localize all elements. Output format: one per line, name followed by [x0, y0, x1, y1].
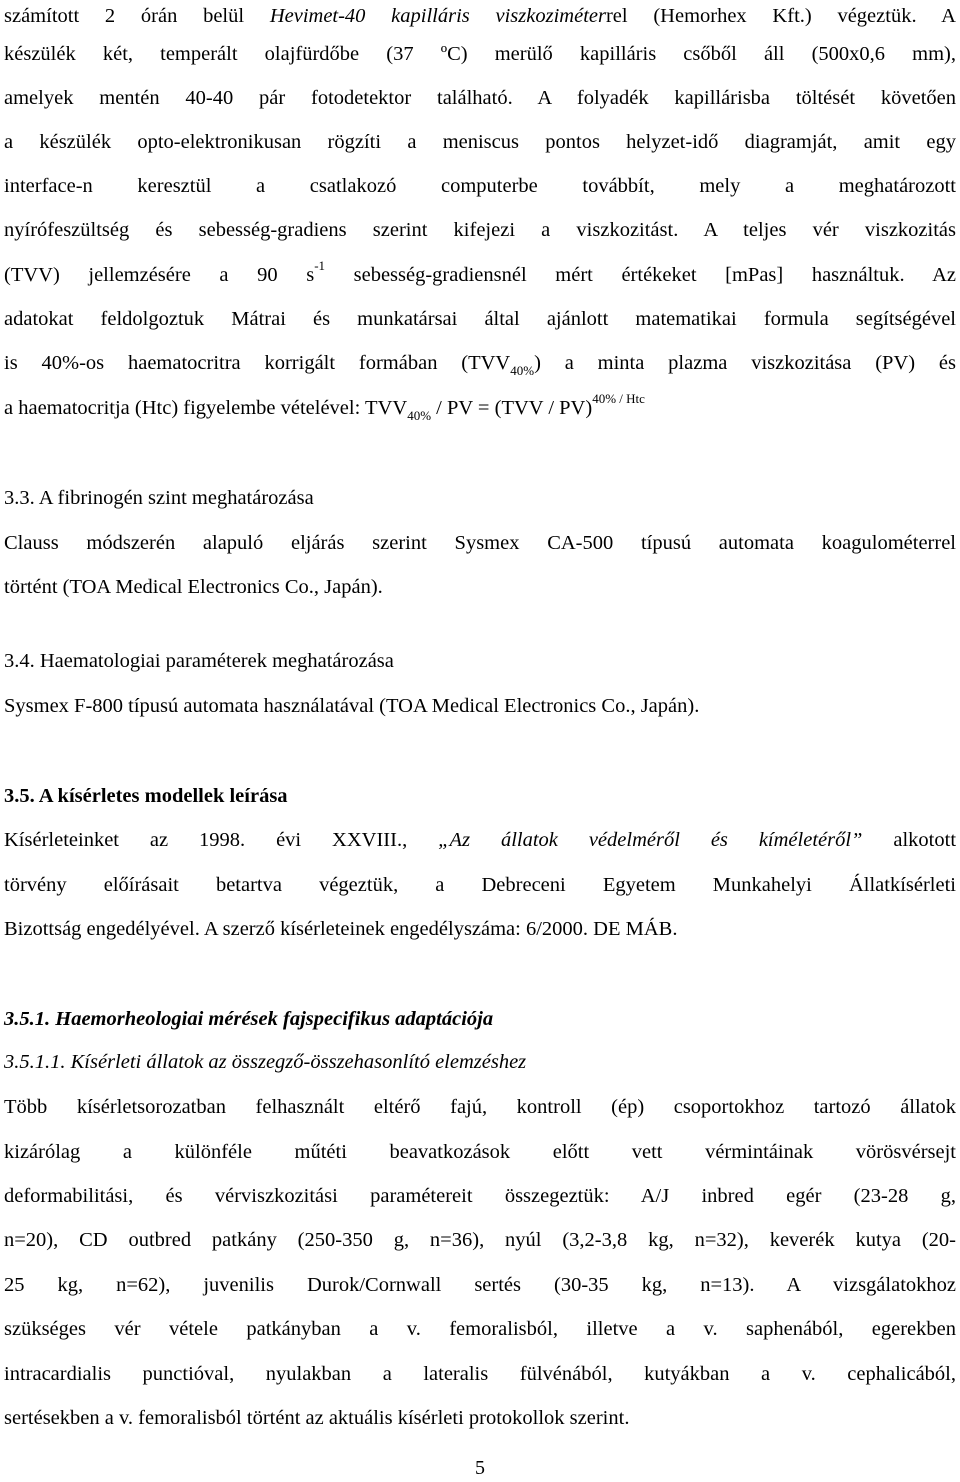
section-3-4-line-1: Sysmex F-800 típusú automata használatával (TOA Medical Electronics Co., Japán).	[4, 695, 700, 717]
intro-line-4: a készülék opto-elektronikusan rögzíti a meniscus pontos helyzet-idő diagramját, amit egy	[4, 131, 956, 153]
section-3-5-1-1-line-3: deformabilitási, és vérviszkozitási paramétereit összegeztük: A/J inbred egér (23-28 g,	[4, 1185, 956, 1207]
subscript: 40%	[510, 363, 535, 378]
section-3-5-1-1-line-4: n=20), CD outbred patkány (250-350 g, n=36), nyúl (3,2-3,8 kg, n=32), keverék kutya (20-	[4, 1229, 956, 1251]
section-heading-3-3: 3.3. A fibrinogén szint meghatározása	[4, 487, 314, 509]
section-3-5-1-1-line-2: kizárólag a különféle műtéti beavatkozások előtt vett vérmintáinak vörösvérsejt	[4, 1141, 956, 1163]
page-number: 5	[475, 1457, 485, 1479]
intro-line-3: amelyek mentén 40-40 pár fotodetektor található. A folyadék kapillárisba töltését követően	[4, 87, 956, 109]
text-run: a haematocritja (Htc) figyelembe vételével: TVV	[4, 397, 408, 419]
section-heading-3-5-1-1: 3.5.1.1. Kísérleti állatok az összegző-összehasonlító elemzéshez	[4, 1051, 527, 1073]
intro-line-10	[4, 391, 956, 423]
section-3-5-1-1-line-5: 25 kg, n=62), juvenilis Durok/Cornwall sertés (30-35 kg, n=13). A vizsgálatokhoz	[4, 1274, 956, 1296]
section-3-5-1-1-line-7: intracardialis punctióval, nyulakban a lateralis fülvénából, kutyákban a v. cephalicából,	[4, 1363, 956, 1385]
intro-line-2: készülék két, temperált olajfürdőbe (37 ºC) merülő kapilláris csőből áll (500x0,6 mm),	[4, 43, 956, 65]
section-heading-3-4: 3.4. Haematologiai paraméterek meghatározása	[4, 650, 394, 672]
section-3-5-line-1	[4, 826, 956, 854]
text-run: alkotott	[862, 829, 957, 851]
text-run: rel (Hemorhex Kft.) végeztük. A	[605, 5, 956, 27]
intro-line-5: interface-n keresztül a csatlakozó computerbe továbbít, mely a meghatározott	[4, 175, 956, 197]
law-title: „Az állatok védelméről és kíméletéről”	[438, 829, 863, 851]
intro-line-8: adatokat feldolgoztuk Mátrai és munkatársai által ajánlott matematikai formula segítségével	[4, 308, 956, 330]
superscript: -1	[314, 258, 326, 273]
intro-line-1	[4, 2, 956, 30]
section-heading-3-5: 3.5. A kísérletes modellek leírása	[4, 785, 288, 807]
section-3-3-line-1: Clauss módszerén alapuló eljárás szerint Sysmex CA-500 típusú automata koagulométerrel	[4, 532, 956, 554]
section-3-5-line-3: Bizottság engedélyével. A szerző kísérleteinek engedélyszáma: 6/2000. DE MÁB.	[4, 918, 678, 940]
section-heading-3-5-1: 3.5.1. Haemorheologiai mérések fajspecifikus adaptációja	[4, 1008, 494, 1030]
intro-line-7	[4, 258, 956, 289]
text-run: is 40%-os haematocritra korrigált formában (TVV	[4, 352, 511, 374]
section-3-3-line-2: történt (TOA Medical Electronics Co., Japán).	[4, 576, 383, 598]
text-run: ) a minta plazma viszkozitása (PV) és	[534, 352, 956, 374]
section-3-5-line-2: törvény előírásait betartva végeztük, a Debreceni Egyetem Munkahelyi Állatkísérleti	[4, 874, 956, 896]
subscript: 40%	[407, 408, 432, 423]
section-3-5-1-1-line-6: szükséges vér vétele patkányban a v. femoralisból, illetve a v. saphenából, egerekben	[4, 1318, 956, 1340]
text-run: sebesség-gradiensnél mért értékeket [mPas] használtuk. Az	[325, 264, 956, 286]
section-3-5-1-1-line-8: sertésekben a v. femoralisból történt az aktuális kísérleti protokollok szerint.	[4, 1407, 630, 1429]
superscript: 40% / Htc	[592, 391, 645, 406]
text-run: Kísérleteinket az 1998. évi XXVIII.,	[4, 829, 439, 851]
device-name: Hevimet-40 kapilláris viszkoziméter	[269, 5, 606, 27]
section-3-5-1-1-line-1: Több kísérletsorozatban felhasznált eltérő fajú, kontroll (ép) csoportokhoz tartozó állatok	[4, 1096, 956, 1118]
text-run: / PV = (TVV / PV)	[431, 397, 593, 419]
intro-line-9	[4, 349, 956, 377]
text-run: (TVV) jellemzésére a 90 s	[4, 264, 315, 286]
text-run: számított 2 órán belül	[4, 5, 270, 27]
intro-line-6: nyírófeszültség és sebesség-gradiens szerint kifejezi a viszkozitást. A teljes vér viszkozitás	[4, 219, 956, 241]
